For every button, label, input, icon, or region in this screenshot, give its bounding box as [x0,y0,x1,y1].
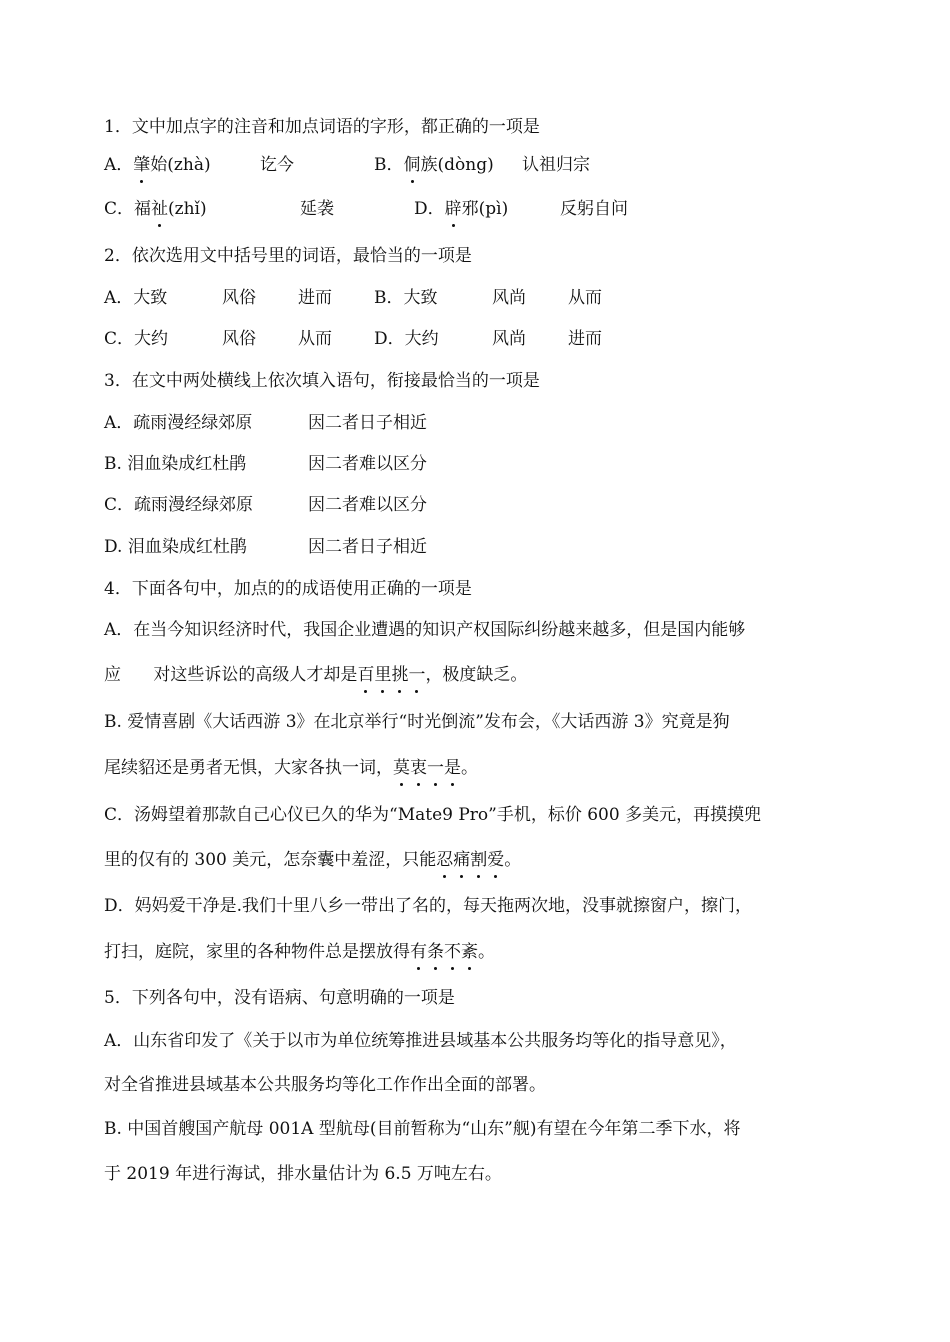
emphasis-dotted-char: 痛 [453,850,471,870]
q4-option-d-line1: D．妈妈爱干净是.我们十里八乡一带出了名的，每天拖两次地，没事就擦窗户，擦门， [104,896,753,916]
q4-option-c-line1: C．汤姆望着那款自己心仪已久的华为“Mate9 Pro”手机，标价 600 多美元，再摸摸兜 [104,805,762,825]
q1-a-dotted-char: 肇 [133,155,151,175]
q2-b-1: B．大致 [374,288,438,308]
q2-a-2: 风俗 [222,288,256,308]
q2-c-3: 从而 [298,329,332,349]
q4-a-dotted-idiom [357,665,425,685]
emphasis-dotted-char: 不 [444,942,461,962]
q1-option-c-word: 延袭 [300,199,334,219]
emphasis-dotted-char: 百 [357,665,375,685]
emphasis-dotted-char: 里 [374,665,392,685]
emphasis-dotted-char: 莫 [393,758,410,778]
emphasis-dotted-char: 条 [427,942,444,962]
emphasis-dotted-char: 一 [408,665,426,685]
q5-stem: 5．下列各句中，没有语病、句意明确的一项是 [104,988,455,1008]
q2-b-3: 从而 [568,288,602,308]
emphasis-dotted-char: 爱 [487,850,505,870]
q4-option-d-line2: 打扫，庭院，家里的各种物件总是摆放得有条不紊。 [104,942,495,962]
q1-option-d-word: 反躬自问 [560,199,628,219]
emphasis-dotted-char: 有 [410,942,427,962]
q4-c-dotted-idiom [436,850,504,870]
q1-d-dotted-char: 辟 [444,199,462,219]
q1-c-dotted-char: 祉 [151,199,169,219]
q1-option-b-word: 认祖归宗 [522,155,590,175]
q1-option-b: B．侗族(dòng) [374,155,494,175]
q5-option-a-line1: A．山东省印发了《关于以市为单位统筹推进县域基本公共服务均等化的指导意见》， [104,1031,737,1051]
q2-stem: 2．依次选用文中括号里的词语，最恰当的一项是 [104,246,472,266]
q4-option-b-line1: B. 爱情喜剧《大话西游 3》在北京举行“时光倒流”发布会，《大话西游 3》究竟是狗 [104,712,730,732]
emphasis-dotted-char: 割 [470,850,488,870]
q5-option-b-line1: B. 中国首艘国产航母 001A 型航母(目前暂称为“山东”舰)有望在今年第二季下水，将 [104,1119,741,1139]
q2-a-1: A．大致 [104,288,168,308]
q4-option-b-line2: 尾续貂还是勇者无惧，大家各执一词，莫衷一是。 [104,758,478,778]
q2-d-2: 风尚 [492,329,526,349]
emphasis-dotted-char: 忍 [436,850,454,870]
q2-d-3: 进而 [568,329,602,349]
document-page: 1．文中加点字的注音和加点词语的字形，都正确的一项是 A．肇始(zhà) 讫今 B．侗族(dòng) 认祖归宗 C．福祉(zhǐ) 延袭 D．辟邪(pì) 反躬自问 2．依次选用文中括号里的词语，最恰当的一项是 A．大致 风俗 进而 B．大致 风尚 从而 C．大约 风俗 从而 D．大约 风尚 进而 3．在文中两处横线上依次填入语句，衔接最恰当的一项是 A．疏雨漫经绿郊原 因二者日子相近 B. 泪血染成红杜鹃 因二者难以区分 C．疏雨漫经绿郊原 因二者难以区分 D. 泪血染成红杜鹃 因二者日子相近 4．下面各句中，加点的的成语使用正确的一项是 A．在当今知识经济时代，我国企业遭遇的知识产权国际纠纷越来越多，但是国内能够 应 对这些诉讼的高级人才却是百里挑一，极度缺乏。 B. 爱情喜剧《大话西游 3》在北京举行“时光倒流”发布会，《大话西游 3》究竟是狗 尾续貂还是勇者无惧，大家各执一词，莫衷一是。 C．汤姆望着那款自己心仪已久的华为“Mate9 Pro”手机，标价 600 多美元，再摸摸兜 里的仅有的 300 美元，怎奈囊中羞涩，只能忍痛割爱。 D．妈妈爱干净是.我们十里八乡一带出了名的，每天拖两次地，没事就擦窗户，擦门， 打扫，庭院，家里的各种物件总是摆放得有条不紊。 5．下列各句中，没有语病、句意明确的一项是 A．山东省印发了《关于以市为单位统筹推进县域基本公共服务均等化的指导意见》， 对全省推进县域基本公共服务均等化工作作出全面的部署。 B. 中国首艘国产航母 001A 型航母(目前暂称为“山东”舰)有望在今年第二季下水，将 于 2019 年进行海试，排水量估计为 6.5 万吨左右。 [104,117,762,1184]
q1-option-a-word: 讫今 [260,155,294,175]
q4-b-dotted-idiom [393,758,461,778]
q1-stem: 1．文中加点字的注音和加点词语的字形，都正确的一项是 [104,117,540,137]
q1-option-a: A．肇始(zhà) [104,155,211,175]
q2-d-1: D．大约 [374,329,439,349]
q2-b-2: 风尚 [492,288,526,308]
q3-stem: 3．在文中两处横线上依次填入语句，衔接最恰当的一项是 [104,371,540,391]
q4-d-dotted-idiom [410,942,478,962]
q1-option-c: C．福祉(zhǐ) [104,199,207,219]
q1-b-dotted-char: 侗 [403,155,421,175]
emphasis-dotted-char: 紊 [461,942,478,962]
q2-c-2: 风俗 [222,329,256,349]
q5-option-a-line2: 对全省推进县域基本公共服务均等化工作作出全面的部署。 [104,1075,546,1095]
q2-c-1: C．大约 [104,329,169,349]
emphasis-dotted-char: 一 [427,758,444,778]
q1-option-d: D．辟邪(pì) [414,199,509,219]
q4-stem: 4．下面各句中，加点的的成语使用正确的一项是 [104,579,472,599]
q4-option-a-line2: 应 对这些诉讼的高级人才却是百里挑一，极度缺乏。 [104,665,528,685]
emphasis-dotted-char: 挑 [391,665,409,685]
q4-option-a-line1: A．在当今知识经济时代，我国企业遭遇的知识产权国际纠纷越来越多，但是国内能够 [104,620,746,640]
q4-option-c-line2: 里的仅有的 300 美元，怎奈囊中羞涩，只能忍痛割爱。 [104,850,522,870]
emphasis-dotted-char: 是 [444,758,461,778]
q5-option-b-line2: 于 2019 年进行海试，排水量估计为 6.5 万吨左右。 [104,1164,502,1184]
q2-a-3: 进而 [298,288,332,308]
emphasis-dotted-char: 衷 [410,758,427,778]
